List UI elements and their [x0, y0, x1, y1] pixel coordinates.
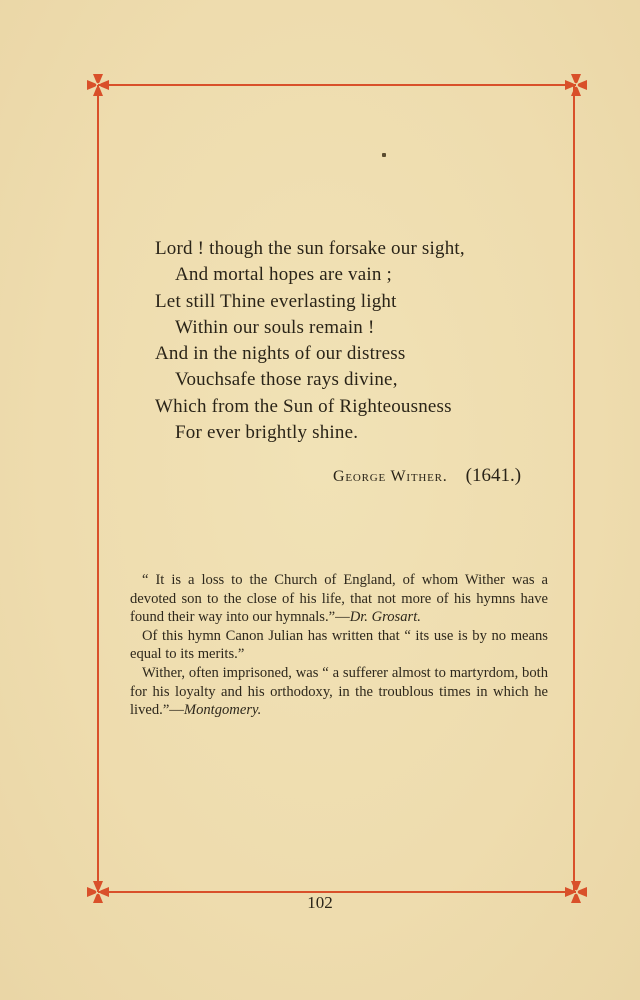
publication-year: (1641.): [465, 465, 522, 486]
poem-line: Let still Thine everlasting light: [155, 290, 397, 312]
poem-line: For ever brightly shine.: [175, 422, 359, 444]
poem-line: And in the nights of our distress: [155, 343, 406, 365]
border-right-rule: [573, 85, 575, 892]
poem-line: And mortal hopes are vain ;: [175, 264, 392, 286]
hymn-stanza: [155, 236, 555, 446]
note-paragraph: [130, 571, 548, 627]
printer-mark: [382, 153, 386, 157]
poem-attribution: [333, 465, 553, 487]
note-paragraph: [130, 627, 548, 664]
poem-line: Lord ! though the sun forsake our sight,: [155, 238, 465, 259]
poem-line: Within our souls remain !: [175, 316, 375, 338]
author-name: George Wither.: [333, 468, 448, 485]
cross-pattee-icon: [86, 73, 110, 97]
note-text: “ It is a loss to the Church of England, of whom Wither was a devoted son to the close of his life, that not more of his hymns have found their way into our hymnals.”—: [130, 572, 548, 626]
note-text: Wither, often imprisoned, was “ a sufferer almost to martyrdom, both for his loyalty and his orthodoxy, in the troublous times in which he lived.”—: [130, 664, 548, 719]
commentary-notes: [130, 571, 548, 720]
page-number: 102: [307, 893, 333, 912]
note-citation: Montgomery.: [183, 702, 262, 719]
border-left-rule: [97, 85, 99, 892]
note-text: Of this hymn Canon Julian has written that “ its use is by no means equal to its merits.”: [130, 627, 548, 663]
border-top-rule: [98, 84, 576, 86]
note-citation: Dr. Grosart.: [349, 609, 421, 626]
cross-pattee-icon: [564, 73, 588, 97]
poem-line: Which from the Sun of Righteousness: [155, 395, 452, 417]
poem-line: Vouchsafe those rays divine,: [175, 369, 398, 391]
note-paragraph: [130, 664, 548, 720]
